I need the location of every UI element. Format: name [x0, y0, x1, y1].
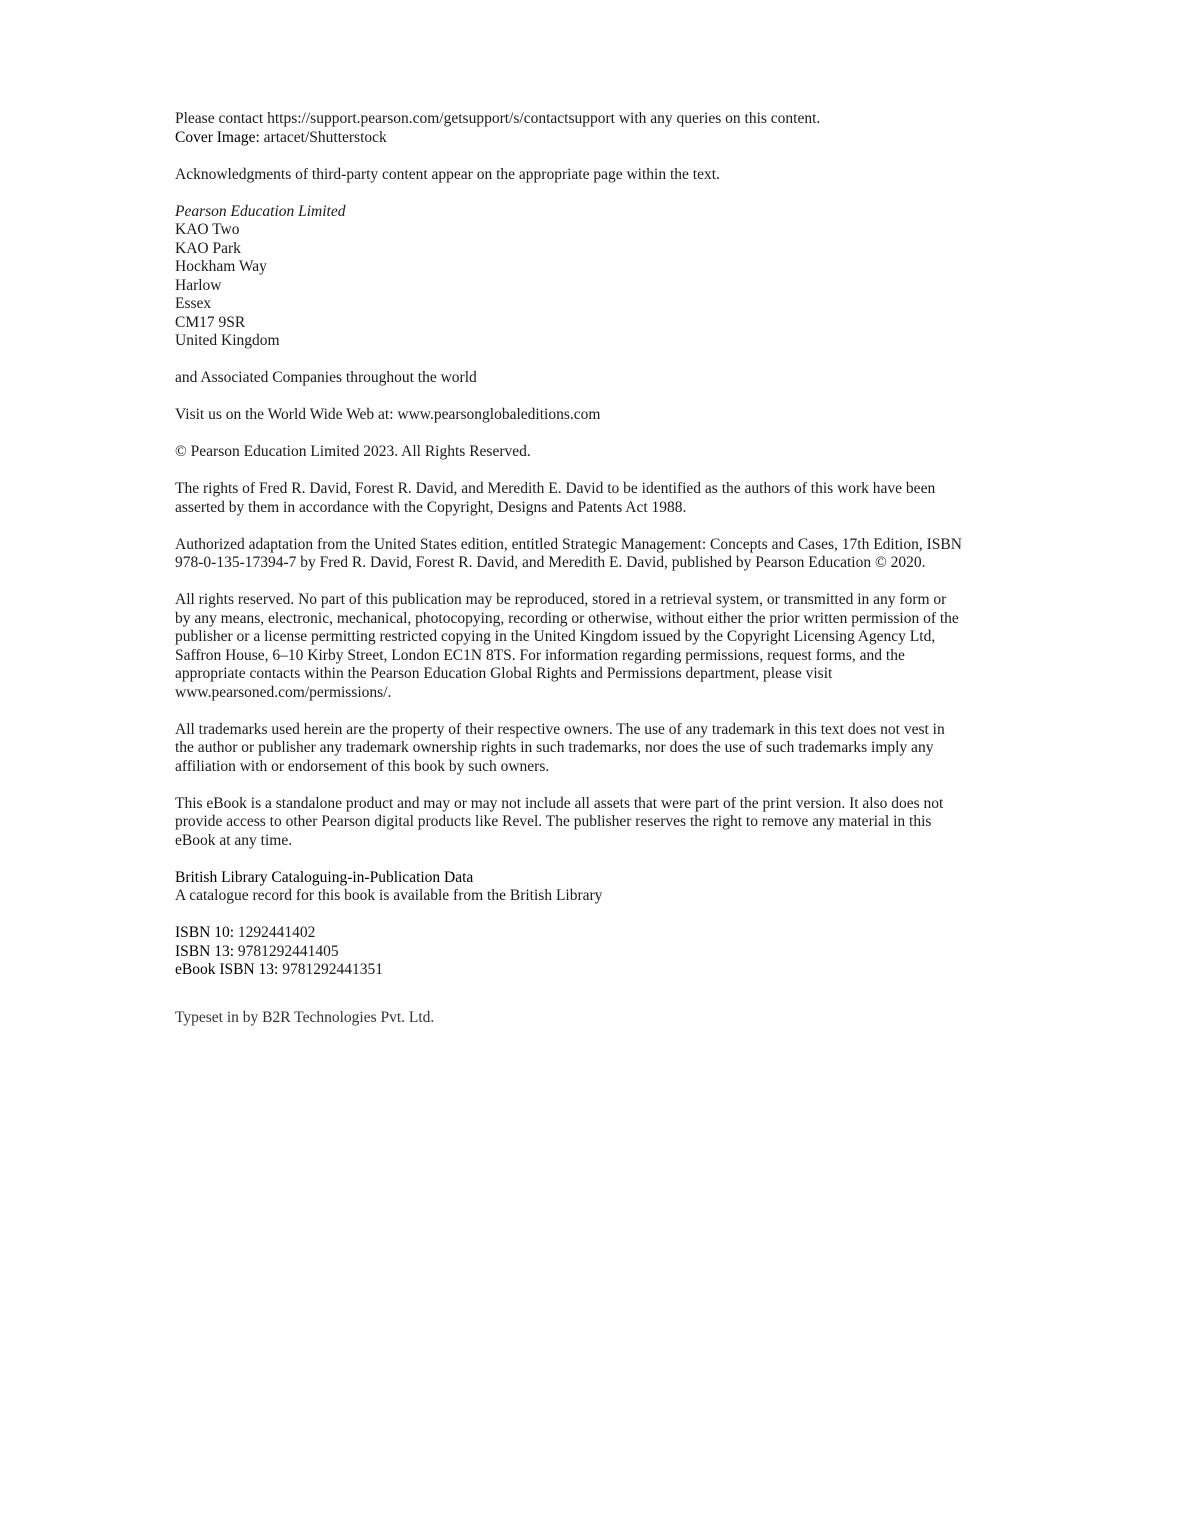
cover-image-label: Cover Image: [175, 128, 260, 146]
authorized-adaptation [175, 536, 1025, 573]
paragraph-line: Authorized adaptation from the United States edition, entitled Strategic Management: Concepts and Cases, 17th Edition, ISBN [175, 535, 962, 553]
isbn10-line [175, 924, 1025, 943]
ebook-notice [175, 795, 1025, 851]
isbn13-label: ISBN 13: [175, 942, 234, 960]
contact-line: Please contact https://support.pearson.com/getsupport/s/contactsupport with any queries on this content. [175, 110, 821, 127]
paragraph-line: All trademarks used herein are the property of their respective owners. The use of any trademark in this text does not vest in [175, 720, 945, 738]
cataloguing-text: A catalogue record for this book is available from the British Library [175, 887, 603, 904]
authors-rights [175, 480, 1025, 517]
isbn13-value: 9781292441405 [234, 942, 339, 960]
all-rights-reserved [175, 591, 1025, 702]
paragraph-line: appropriate contacts within the Pearson Education Global Rights and Permissions department, please visit [175, 665, 833, 682]
ebook-isbn-line [175, 961, 1025, 980]
publisher-name: Pearson Education Limited [175, 202, 346, 220]
paragraph-line: Saffron House, 6–10 Kirby Street, London EC1N 8TS. For information regarding permissions, request forms, and the [175, 646, 905, 664]
cataloguing-data [175, 869, 1025, 906]
cover-image-value: artacet/Shutterstock [259, 128, 387, 146]
paragraph-line: publisher or a license permitting restricted copying in the United Kingdom issued by the Copyright Licensing Agency Ltd, [175, 628, 936, 645]
paragraph-line: 978-0-135-17394-7 by Fred R. David, Forest R. David, and Meredith E. David, published by Pearson Education © 2020. [175, 554, 926, 571]
paragraph-line: the author or publisher any trademark ownership rights in such trademarks, nor does the use of such trademarks imply any [175, 739, 934, 756]
website-line: Visit us on the World Wide Web at: www.pearsonglobaleditions.com [175, 406, 601, 423]
cover-image-line [175, 129, 1025, 148]
address-line: Harlow [175, 276, 222, 294]
typeset-credit: Typeset in by B2R Technologies Pvt. Ltd. [175, 1008, 435, 1026]
paragraph-line: provide access to other Pearson digital products like Revel. The publisher reserves the right to remove any material in this [175, 813, 932, 830]
paragraph-line: asserted by them in accordance with the Copyright, Designs and Patents Act 1988. [175, 498, 687, 516]
address-line: United Kingdom [175, 332, 280, 349]
paragraph-line: by any means, electronic, mechanical, photocopying, recording or otherwise, without either the prior written permission of the [175, 609, 959, 627]
paragraph-line: This eBook is a standalone product and may or may not include all assets that were part of the print version. It also does not [175, 794, 944, 812]
associated-companies: and Associated Companies throughout the world [175, 369, 477, 386]
copyright-notice: © Pearson Education Limited 2023. All Rights Reserved. [175, 443, 531, 460]
acknowledgments: Acknowledgments of third-party content appear on the appropriate page within the text. [175, 165, 720, 183]
contact-block [175, 110, 1025, 147]
paragraph-line: www.pearsoned.com/permissions/. [175, 683, 392, 701]
ebook-isbn-value: 9781292441351 [278, 961, 383, 978]
isbn10-label: ISBN 10: [175, 924, 234, 941]
address-line: Hockham Way [175, 258, 267, 275]
paragraph-line: eBook at any time. [175, 831, 293, 849]
cataloguing-heading: British Library Cataloguing-in-Publication Data [175, 868, 474, 886]
address-line: CM17 9SR [175, 313, 246, 331]
isbn-block [175, 924, 1025, 980]
address-line: KAO Two [175, 221, 240, 238]
trademarks-notice [175, 721, 1025, 777]
address-line: KAO Park [175, 239, 241, 257]
isbn13-line [175, 943, 1025, 962]
paragraph-line: affiliation with or endorsement of this book by such owners. [175, 757, 550, 775]
isbn10-value: 1292441402 [234, 924, 316, 941]
paragraph-line: All rights reserved. No part of this publication may be reproduced, stored in a retrieval system, or transmitted in any form or [175, 591, 947, 608]
ebook-isbn-label: eBook ISBN 13: [175, 961, 279, 978]
copyright-page [175, 110, 1025, 1046]
publisher-address [175, 203, 1025, 351]
paragraph-line: The rights of Fred R. David, Forest R. David, and Meredith E. David to be identified as the authors of this work have been [175, 480, 936, 497]
address-line: Essex [175, 295, 212, 312]
